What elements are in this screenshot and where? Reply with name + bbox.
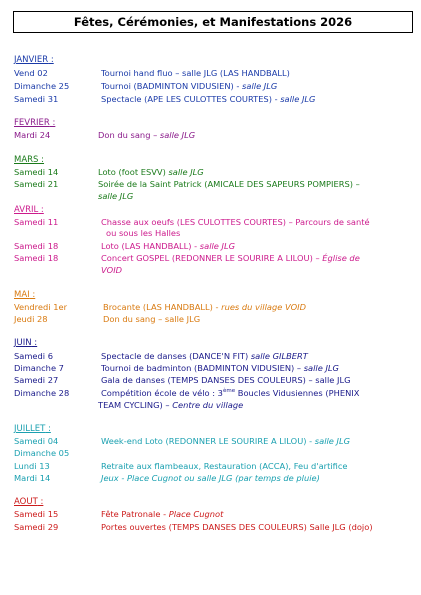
event-description	[101, 241, 235, 252]
month-janvier	[14, 55, 54, 66]
event-date: Jeudi 28	[14, 314, 48, 324]
event-superscript: ème	[222, 388, 236, 394]
month-label: MARS	[14, 155, 39, 165]
event-location: salle JLG	[98, 191, 134, 201]
event-location: Église de	[322, 253, 360, 263]
event-date: Samedi 18	[14, 253, 59, 263]
event-date: Samedi 27	[14, 375, 59, 385]
event-text: Tournoi de badminton (BADMINTON VIDUSIEN) –	[101, 363, 304, 373]
month-mars	[14, 155, 44, 166]
month-mai	[14, 290, 35, 301]
month-juin	[14, 338, 37, 349]
event-description	[98, 167, 204, 178]
event-date: Dimanche 28	[14, 388, 70, 398]
event-date: Samedi 04	[14, 436, 59, 446]
event-description	[101, 522, 373, 533]
event-text: Concert GOSPEL (REDONNER LE SOURIRE A LILOU) –	[101, 253, 323, 263]
event-location: salle JLG	[303, 363, 339, 373]
event-location: VOID	[101, 265, 123, 275]
event-text: Boucles Vidusiennes (PHENIX	[235, 388, 360, 398]
event-description	[101, 388, 359, 399]
event-description	[103, 314, 200, 325]
event-text: Tournoi hand fluo – salle JLG (LAS HANDBALL)	[101, 68, 290, 78]
event-location: Place Cugnot	[168, 509, 224, 519]
event-description	[98, 130, 195, 141]
month-colon: :	[38, 205, 44, 215]
event-text: Loto (foot ESVV)	[98, 167, 169, 177]
event-description	[103, 302, 306, 313]
event-description	[101, 81, 277, 92]
event-date: Dimanche 25	[14, 81, 70, 91]
event-date: Dimanche 7	[14, 363, 64, 373]
event-date: Samedi 15	[14, 509, 59, 519]
page-title: Fêtes, Cérémonies, et Manifestations 2026	[13, 11, 413, 33]
event-text: Compétition école de vélo : 3	[101, 388, 223, 398]
event-date: Samedi 21	[14, 179, 59, 189]
month-label: AOUT	[14, 497, 38, 507]
event-location: salle JLG	[199, 241, 236, 251]
event-text: Spectacle de danses (DANCE'N FIT)	[101, 351, 251, 361]
event-text: Loto (LAS HANDBALL) -	[101, 241, 200, 251]
event-description	[101, 509, 223, 520]
event-location: Centre du village	[172, 400, 244, 410]
month-aout	[14, 497, 43, 508]
event-date: Samedi 11	[14, 217, 59, 227]
event-date: Vend 02	[14, 68, 48, 78]
event-description	[101, 217, 370, 228]
event-text: Week-end Loto (REDONNER LE SOURIRE A LILOU) -	[101, 436, 315, 446]
month-label: JANVIER	[14, 55, 49, 65]
event-text: Gala de danses (TEMPS DANSES DES COULEURS) – salle JLG	[101, 375, 351, 385]
event-description	[101, 375, 351, 386]
event-description	[101, 68, 290, 79]
month-colon: :	[48, 55, 54, 65]
month-colon: :	[49, 118, 56, 128]
event-location: salle JLG	[168, 167, 204, 177]
month-colon: :	[29, 290, 36, 300]
event-text: TEAM CYCLING) –	[98, 400, 173, 410]
event-text: Chasse aux oeufs (LES CULOTTES COURTES) – Parcours de santé	[101, 217, 370, 227]
month-avril	[14, 205, 44, 216]
event-date: Dimanche 05	[14, 448, 70, 458]
event-description	[98, 179, 360, 190]
event-description-line2	[98, 400, 243, 411]
month-label: MAI	[14, 290, 30, 300]
month-label: JUILLET	[14, 424, 46, 434]
event-description	[101, 461, 348, 472]
event-text: Portes ouvertes (TEMPS DANSES DES COULEURS) Salle JLG (dojo)	[101, 522, 373, 532]
event-date: Samedi 14	[14, 167, 59, 177]
event-text: Jeux - Place Cugnot ou salle JLG (par temps de pluie)	[101, 473, 320, 483]
month-label: AVRIL	[14, 205, 39, 215]
event-date: Mardi 24	[14, 130, 51, 140]
event-location: salle JLG	[242, 81, 278, 91]
event-location: rues du village VOID	[221, 302, 307, 312]
month-fevrier	[14, 118, 55, 129]
event-location: salle JLG	[280, 94, 316, 104]
month-colon: :	[38, 155, 45, 165]
event-text: Soirée de la Saint Patrick (AMICALE DES SAPEURS POMPIERS) –	[98, 179, 360, 189]
month-colon: :	[45, 424, 51, 434]
event-date: Lundi 13	[14, 461, 50, 471]
event-location: salle JLG	[159, 130, 196, 140]
event-text: Don du sang – salle JLG	[103, 314, 201, 324]
month-colon: :	[31, 338, 38, 348]
event-description	[101, 253, 360, 264]
event-description	[101, 473, 320, 484]
event-text: Tournoi (BADMINTON VIDUSIEN) -	[101, 81, 243, 91]
event-text: Spectacle (APE LES CULOTTES COURTES) -	[101, 94, 281, 104]
event-date: Samedi 29	[14, 522, 59, 532]
event-date: Mardi 14	[14, 473, 51, 483]
event-description	[101, 363, 339, 374]
event-description	[101, 351, 308, 362]
event-date: Samedi 31	[14, 94, 59, 104]
event-date: Samedi 6	[14, 351, 54, 361]
event-location: salle GILBERT	[250, 351, 308, 361]
event-description	[101, 94, 315, 105]
event-description	[101, 436, 350, 447]
month-label: JUIN	[14, 338, 32, 348]
month-label: FEVRIER	[14, 118, 50, 128]
event-location: salle JLG	[314, 436, 351, 446]
event-text: Brocante (LAS HANDBALL) -	[103, 302, 222, 312]
event-date: Samedi 18	[14, 241, 59, 251]
event-date: Vendredi 1er	[14, 302, 67, 312]
event-description-line2: ou sous les Halles	[106, 228, 181, 238]
event-text: Retraite aux flambeaux, Restauration (ACCA), Feu d'artifice	[101, 461, 348, 471]
event-text: Fête Patronale -	[101, 509, 169, 519]
month-juillet	[14, 424, 51, 435]
month-colon: :	[37, 497, 44, 507]
event-text: Don du sang –	[98, 130, 160, 140]
